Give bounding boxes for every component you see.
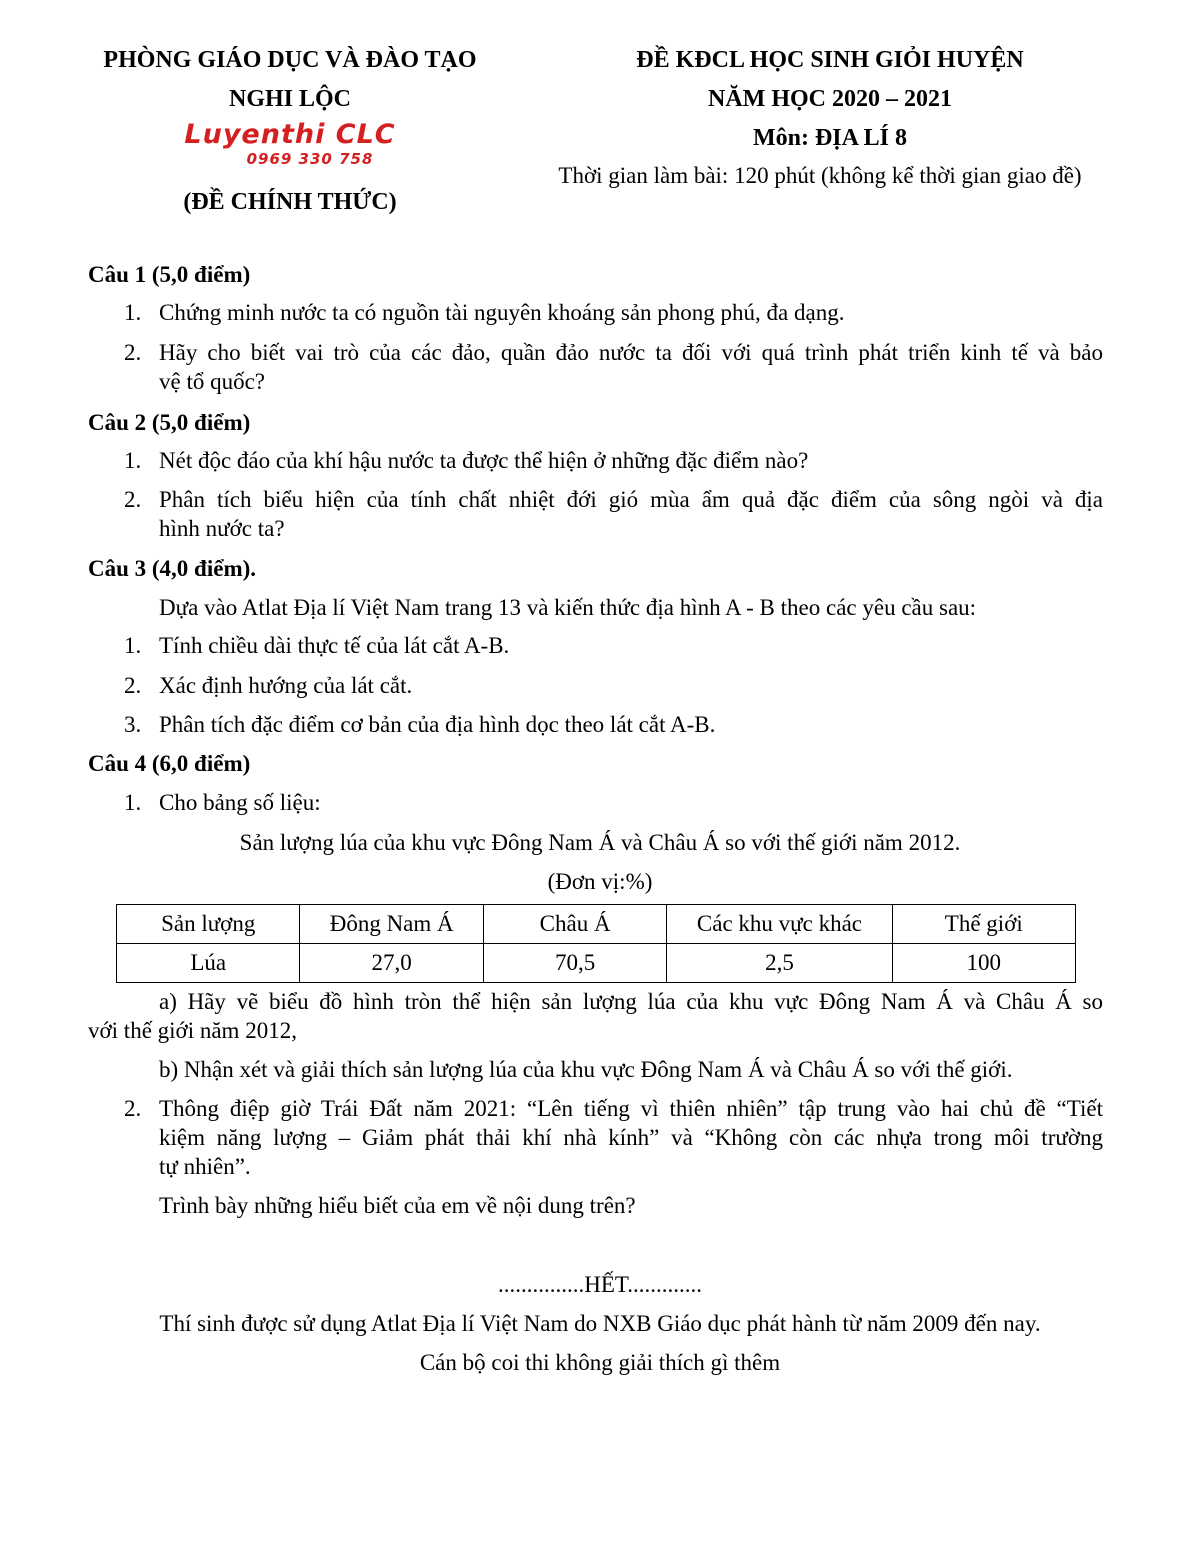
question-3-intro: Dựa vào Atlat Địa lí Việt Nam trang 13 và kiến thức địa hình A - B theo các yêu cầu sau: — [159, 595, 977, 620]
logo-text: Luyenthi CLC — [184, 119, 396, 150]
item-text: Nét độc đáo của khí hậu nước ta được thể hiện ở những đặc điểm nào? — [159, 448, 809, 473]
question-2-item-2 — [124, 485, 1114, 547]
question-4-title: Câu 4 (6,0 điểm) — [88, 751, 251, 776]
table-title: Sản lượng lúa của khu vực Đông Nam Á và Châu Á so với thế giới năm 2012. — [239, 830, 961, 855]
exam-time: Thời gian làm bài: 120 phút (không kể thời gian giao đề) — [558, 163, 1082, 188]
item-text: Cho bảng số liệu: — [159, 790, 321, 815]
table-row — [117, 944, 1076, 983]
item-number: 2. — [124, 673, 142, 698]
item-text-line-2: hình nước ta? — [159, 516, 285, 541]
part-a-line-2: với thế giới năm 2012, — [88, 1018, 297, 1043]
footer-note-atlas: Thí sinh được sử dụng Atlat Địa lí Việt Nam do NXB Giáo dục phát hành từ năm 2009 đến nay. — [159, 1311, 1041, 1336]
item-text-line-1: Hãy cho biết vai trò của các đảo, quần đảo nước ta đối với quá trình phát triển kinh tế và bảo — [159, 340, 1103, 365]
part-a-line-1: a) Hãy vẽ biểu đồ hình tròn thể hiện sản lượng lúa của khu vực Đông Nam Á và Châu Á so — [159, 989, 1103, 1014]
item-number: 3. — [124, 712, 142, 737]
table-header-cell: Đông Nam Á — [300, 905, 483, 944]
table-cell: 27,0 — [300, 944, 483, 983]
item-text-line-1: Phân tích biểu hiện của tính chất nhiệt đới gió mùa ẩm quả đặc điểm của sông ngòi và địa — [159, 487, 1103, 512]
item-number: 2. — [124, 487, 142, 512]
table-header-cell: Châu Á — [483, 905, 666, 944]
question-2-title: Câu 2 (5,0 điểm) — [88, 410, 251, 435]
question-1-item-2 — [124, 338, 1114, 400]
logo-phone: 0969 330 758 — [246, 150, 374, 168]
item-text-line-3: tự nhiên”. — [159, 1154, 251, 1179]
table-cell: 2,5 — [667, 944, 892, 983]
subject: Môn: ĐỊA LÍ 8 — [752, 125, 908, 151]
end-marker: ...............HẾT............. — [497, 1272, 702, 1297]
data-table — [116, 904, 1076, 983]
item-text: Tính chiều dài thực tế của lát cắt A-B. — [159, 633, 510, 658]
table-header-row — [117, 905, 1076, 944]
question-1-title: Câu 1 (5,0 điểm) — [88, 262, 251, 287]
table-cell: 70,5 — [483, 944, 666, 983]
official-label: (ĐỀ CHÍNH THỨC) — [183, 189, 397, 215]
item-text-line-2: kiệm năng lượng – Giảm phát thải khí nhà kính” và “Không còn các nhựa trong môi trường — [159, 1125, 1103, 1150]
table-unit: (Đơn vị:%) — [547, 869, 653, 894]
table-cell: Lúa — [117, 944, 300, 983]
exam-title: ĐỀ KĐCL HỌC SINH GIỎI HUYỆN — [636, 47, 1024, 73]
item-number: 1. — [124, 633, 142, 658]
item-text-line-1: Thông điệp giờ Trái Đất năm 2021: “Lên tiếng vì thiên nhiên” tập trung vào hai chủ đề “Tiết — [159, 1096, 1103, 1121]
item-text-line-2: vệ tổ quốc? — [159, 369, 266, 394]
school-year: NĂM HỌC 2020 – 2021 — [708, 86, 952, 112]
question-3-title: Câu 3 (4,0 điểm). — [88, 556, 257, 581]
item-number: 1. — [124, 448, 142, 473]
question-4-item-2 — [124, 1094, 1114, 1224]
table-cell: 100 — [892, 944, 1075, 983]
item-text: Phân tích đặc điểm cơ bản của địa hình dọc theo lát cắt A-B. — [159, 712, 716, 737]
item-text-line-4: Trình bày những hiểu biết của em về nội dung trên? — [159, 1193, 636, 1218]
watermark-logo — [170, 120, 410, 168]
item-number: 1. — [124, 300, 142, 325]
part-b: b) Nhận xét và giải thích sản lượng lúa của khu vực Đông Nam Á và Châu Á so với thế giới. — [159, 1057, 1013, 1082]
item-text: Xác định hướng của lát cắt. — [159, 673, 413, 698]
table-header-cell: Các khu vực khác — [667, 905, 892, 944]
table-header-cell: Thế giới — [892, 905, 1075, 944]
table-header-cell: Sản lượng — [117, 905, 300, 944]
item-number: 1. — [124, 790, 142, 815]
item-text: Chứng minh nước ta có nguồn tài nguyên khoáng sản phong phú, đa dạng. — [159, 300, 845, 325]
department-name: PHÒNG GIÁO DỤC VÀ ĐÀO TẠO — [103, 47, 477, 73]
district-name: NGHI LỘC — [228, 86, 351, 112]
footer-note-proctor: Cán bộ coi thi không giải thích gì thêm — [419, 1350, 781, 1375]
item-number: 2. — [124, 1096, 142, 1121]
item-number: 2. — [124, 340, 142, 365]
